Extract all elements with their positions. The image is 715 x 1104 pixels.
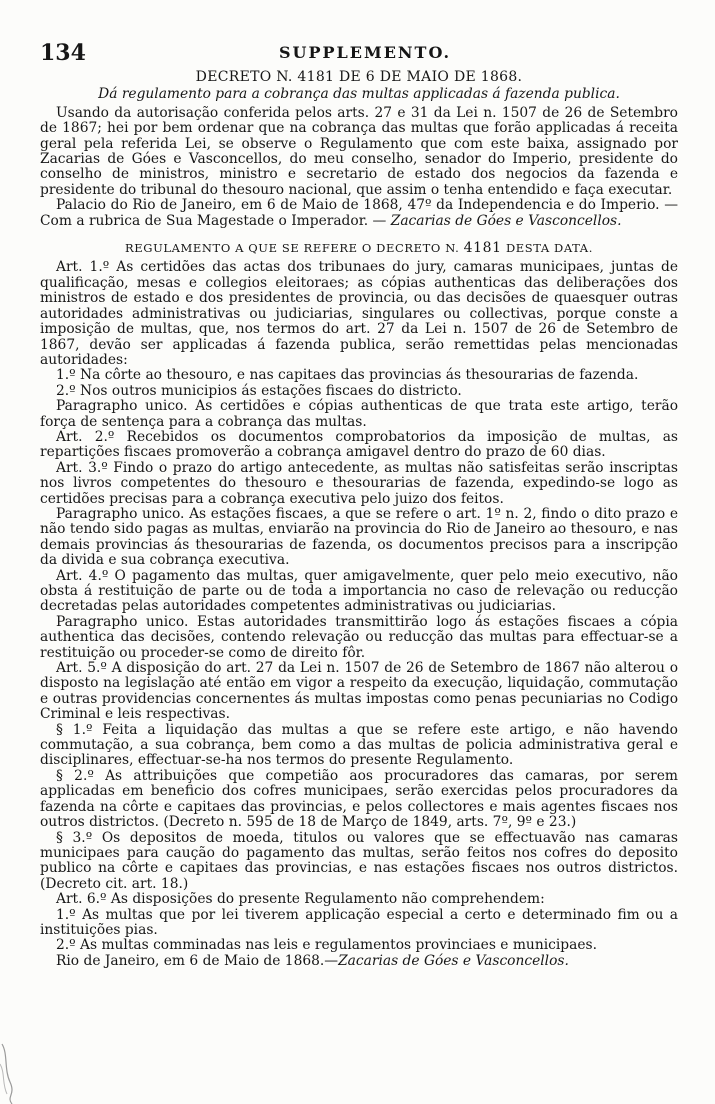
decree-title: DECRETO N. 4181 DE 6 DE MAIO DE 1868. [195, 69, 523, 85]
regulation-paragraph: Art. 6.º As disposições do presente Regulamento não comprehendem: [56, 891, 545, 908]
decree-summary: Dá regulamento para a cobrança das multas applicadas á fazenda publica. [98, 86, 620, 103]
running-head: SUPPLEMENTO. [278, 43, 452, 62]
decree-body: Usando da autorisação conferida pelos arts. 27 e 31 da Lei n. 1507 de 26 de Setembro de 1867; hei por bem ordenar que na cobrança das multas que forão applicadas á receita geral pela referida Lei, se observe o Regulamento que com este baixa, assignado por Zacarias de Góes e Vasconcellos, do meu conselho, senador do Imperio, presidente do conselho de ministros, ministro e secretario de estado dos negocios da fazenda e presidente do tribunal do thesouro nacional, que assim o tenha entendido e faça executar. [40, 104, 678, 198]
regulation-paragraph: § 3.º Os depositos de moeda, titulos ou valores que se effectuavão nas camaras municipaes para caução do pagamento das multas, serão feitos nos cofres do deposito publico na côrte e capitaes das provincias, e nas estações fiscaes nos outros districtos. (Decreto cit. art. 18.) [40, 829, 678, 892]
regulation-paragraph: 1.º As multas que por lei tiverem applicação especial a certo e determinado fim ou a instituições pias. [40, 906, 678, 938]
regulation-paragraph: Art. 3.º Findo o prazo do artigo antecedente, as multas não satisfeitas serão inscriptas nos livros competentes do thesouro e thesourarias de fazenda, expedindo-se logo as certidões precisas para a cobrança executiva pelo juizo dos feitos. [40, 459, 678, 507]
regulation-paragraph: Art. 2.º Recebidos os documentos comprobatorios da imposição de multas, as repartições fiscaes promoverão a cobrança amigavel dentro do prazo de 60 dias. [40, 428, 678, 461]
regulation-closing [40, 954, 678, 969]
regulation-closing-text: Rio de Janeiro, em 6 de Maio de 1868.— [56, 952, 339, 969]
regulation-title-prefix: REGULAMENTO A QUE SE REFERE O DECRETO N. [125, 241, 460, 256]
page-edge-stain [0, 1034, 24, 1104]
regulation-paragraph: § 2.º As attribuições que competião aos procuradores das camaras, por serem applicadas em beneficio dos cofres municipaes, serão exercidas pelos procuradores da fazenda na côrte e capitaes das provincias, e pelos collectores e mais agentes fiscaes nos outros districtos. (Decreto n. 595 de 18 de Março de 1849, arts. 7º, 9º e 23.) [40, 767, 678, 831]
decree-signature: Zacarias de Góes e Vasconcellos. [390, 212, 622, 229]
regulation-paragraph: Paragrapho unico. As certidões e cópias authenticas de que trata este artigo, terão força de sentença para a cobrança das multas. [40, 398, 678, 430]
regulation-paragraph: 2.º As multas comminadas nas leis e regulamentos provinciaes e municipaes. [56, 937, 597, 954]
regulation-paragraph: Art. 1.º As certidões das actas dos tribunaes do jury, camaras municipaes, juntas de qualificação, mesas e collegios eleitoraes; as cópias authenticas das deliberações dos ministros de estado e dos presidentes de provincia, ou das decisões de quaesquer outras autoridades administrativas ou judiciarias, singulares ou collectivas, porque conste a imposição de multas, que, nos termos do art. 27 da Lei n. 1507 de 26 de Setembro de 1867, devão ser applicadas á fazenda publica, serão remettidas pelas mencionadas autoridades: [40, 259, 678, 368]
regulation-title [40, 241, 678, 256]
regulation-paragraph: Art. 5.º A disposição do art. 27 da Lei n. 1507 de 26 de Setembro de 1867 não alterou o disposto na legislação até então em vigor a respeito da execução, liquidação, commutação e outras providencias concernentes ás multas impostas como penas pecuniarias no Codigo Criminal e leis respectivas. [40, 660, 678, 723]
regulation-paragraph: Art. 4.º O pagamento das multas, quer amigavelmente, quer pelo meio executivo, não obsta á restituição de parte ou de toda a importancia no caso de relevação ou reducção decretadas pelas autoridades competentes administrativas ou judiciarias. [40, 567, 678, 615]
regulation-paragraph: 1.º Na côrte ao thesouro, e nas capitaes das provincias ás thesourarias de fazenda. [56, 367, 639, 384]
regulation-paragraph: § 1.º Feita a liquidação das multas a que se refere este artigo, e não havendo commutação, a sua cobrança, bem como a das multas de policia administrativa geral e disciplinares, effectuar-se-ha nos termos do presente Regulamento. [40, 721, 678, 769]
decree-closing-text: Palacio do Rio de Janeiro, em 6 de Maio de 1868, 47º da Independencia e do Imperio. — Com a rubrica de Sua Magestade o Imperador. — [40, 197, 678, 229]
regulation-signature: Zacarias de Góes e Vasconcellos. [338, 952, 569, 969]
page-number: 134 [40, 40, 86, 66]
page-header [40, 40, 680, 66]
regulation-paragraph: 2.º Nos outros municipios ás estações fiscaes do districto. [56, 382, 462, 399]
regulation-paragraph: Paragrapho unico. Estas autoridades transmittirão logo ás estações fiscaes a cópia authentica das decisões, contendo relevação ou reducção das multas para effectuar-se a restituição ou proceder-se como de direito fôr. [40, 613, 678, 661]
decree-closing [40, 198, 678, 229]
regulation-paragraph: Paragrapho unico. As estações fiscaes, a que se refere o art. 1º n. 2, findo o dito prazo e não tendo sido pagas as multas, enviarão na provincia do Rio de Janeiro ao thesouro, e nas demais provincias ás thesourarias de fazenda, os documentos precisos para a inscripção da divida e sua cobrança executiva. [40, 505, 678, 569]
page-content [40, 70, 678, 969]
regulation-title-suffix: DESTA DATA. [505, 241, 593, 256]
regulation-title-number: 4181 [463, 240, 502, 257]
